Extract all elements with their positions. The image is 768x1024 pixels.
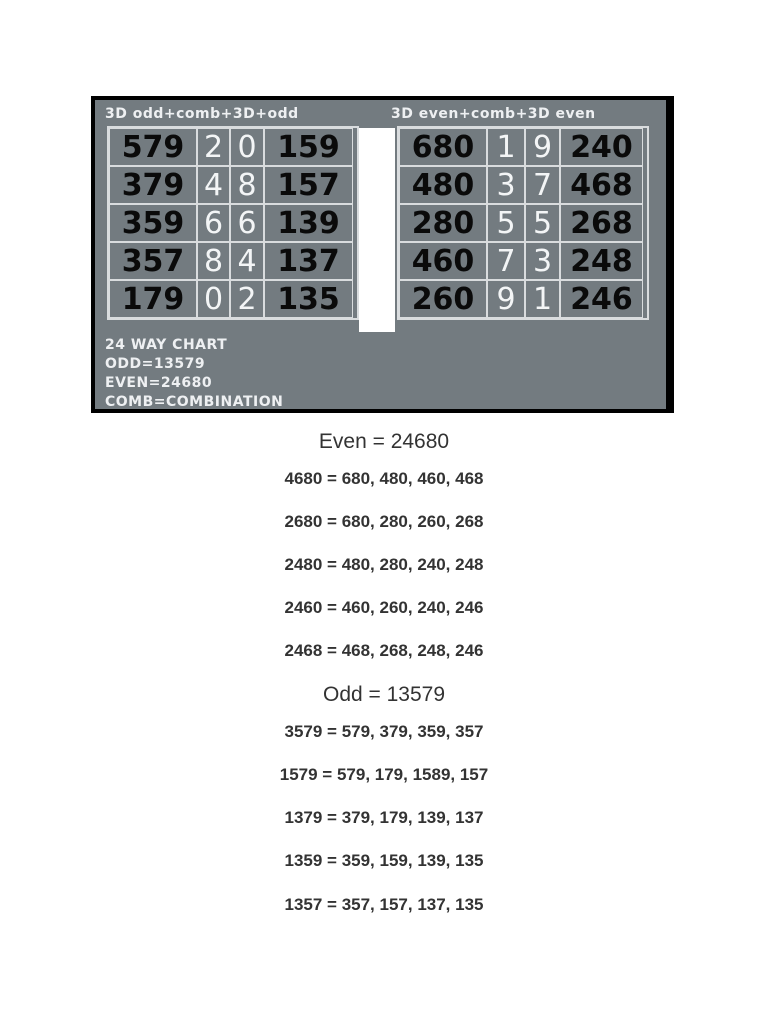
odd-cell: 8	[230, 166, 264, 204]
odd-cell: 179	[109, 280, 197, 318]
odd-line: 1357 = 357, 157, 137, 135	[284, 895, 484, 914]
even-cell: 480	[399, 166, 487, 204]
even-cell: 3	[525, 242, 560, 280]
even-line: 2460 = 460, 260, 240, 246	[284, 598, 484, 617]
legend-line: ODD=13579	[105, 356, 206, 372]
chart-divider	[359, 128, 395, 332]
legend-line: 24 WAY CHART	[105, 337, 228, 353]
odd-cell: 359	[109, 204, 197, 242]
odd-cell: 159	[264, 128, 353, 166]
legend-line: COMB=COMBINATION	[105, 394, 284, 410]
even-cell: 7	[525, 166, 560, 204]
even-cell: 9	[525, 128, 560, 166]
even-cell: 3	[487, 166, 525, 204]
even-line: 2468 = 468, 268, 248, 246	[284, 641, 484, 660]
even-cell: 248	[560, 242, 643, 280]
even-cell: 240	[560, 128, 643, 166]
odd-line: 1579 = 579, 179, 1589, 157	[279, 765, 489, 784]
even-cell: 246	[560, 280, 643, 318]
even-cell: 680	[399, 128, 487, 166]
odd-cell: 0	[230, 128, 264, 166]
odd-cell: 579	[109, 128, 197, 166]
even-cell: 460	[399, 242, 487, 280]
even-line: 2680 = 680, 280, 260, 268	[284, 512, 484, 531]
odd-cell: 6	[197, 204, 230, 242]
even-title: Even = 24680	[318, 430, 450, 453]
even-cell: 9	[487, 280, 525, 318]
way-chart-image	[91, 96, 674, 413]
odd-line: 1359 = 359, 159, 139, 135	[284, 851, 484, 870]
even-cell: 5	[525, 204, 560, 242]
chart-header-odd: 3D odd+comb+3D+odd	[105, 106, 299, 122]
odd-cell: 135	[264, 280, 353, 318]
even-cell: 260	[399, 280, 487, 318]
odd-cell: 4	[197, 166, 230, 204]
even-cell: 5	[487, 204, 525, 242]
odd-title: Odd = 13579	[322, 683, 446, 706]
even-cell: 1	[525, 280, 560, 318]
even-cell: 7	[487, 242, 525, 280]
even-cell: 1	[487, 128, 525, 166]
odd-cell: 6	[230, 204, 264, 242]
even-cell: 468	[560, 166, 643, 204]
legend-line: EVEN=24680	[105, 375, 213, 391]
odd-cell: 8	[197, 242, 230, 280]
odd-cell: 0	[197, 280, 230, 318]
odd-line: 3579 = 579, 379, 359, 357	[284, 722, 484, 741]
chart-panel	[95, 100, 666, 409]
even-cell: 280	[399, 204, 487, 242]
chart-header-even: 3D even+comb+3D even	[391, 106, 596, 122]
odd-cell: 357	[109, 242, 197, 280]
odd-cell: 139	[264, 204, 353, 242]
odd-cell: 379	[109, 166, 197, 204]
odd-cell: 137	[264, 242, 353, 280]
even-cell: 268	[560, 204, 643, 242]
odd-cell: 4	[230, 242, 264, 280]
even-grid	[397, 126, 649, 320]
odd-grid	[107, 126, 359, 320]
odd-cell: 2	[197, 128, 230, 166]
odd-cell: 157	[264, 166, 353, 204]
even-line: 2480 = 480, 280, 240, 248	[284, 555, 484, 574]
odd-line: 1379 = 379, 179, 139, 137	[284, 808, 484, 827]
chart-legend	[105, 336, 283, 412]
odd-cell: 2	[230, 280, 264, 318]
even-line: 4680 = 680, 480, 460, 468	[284, 469, 484, 488]
